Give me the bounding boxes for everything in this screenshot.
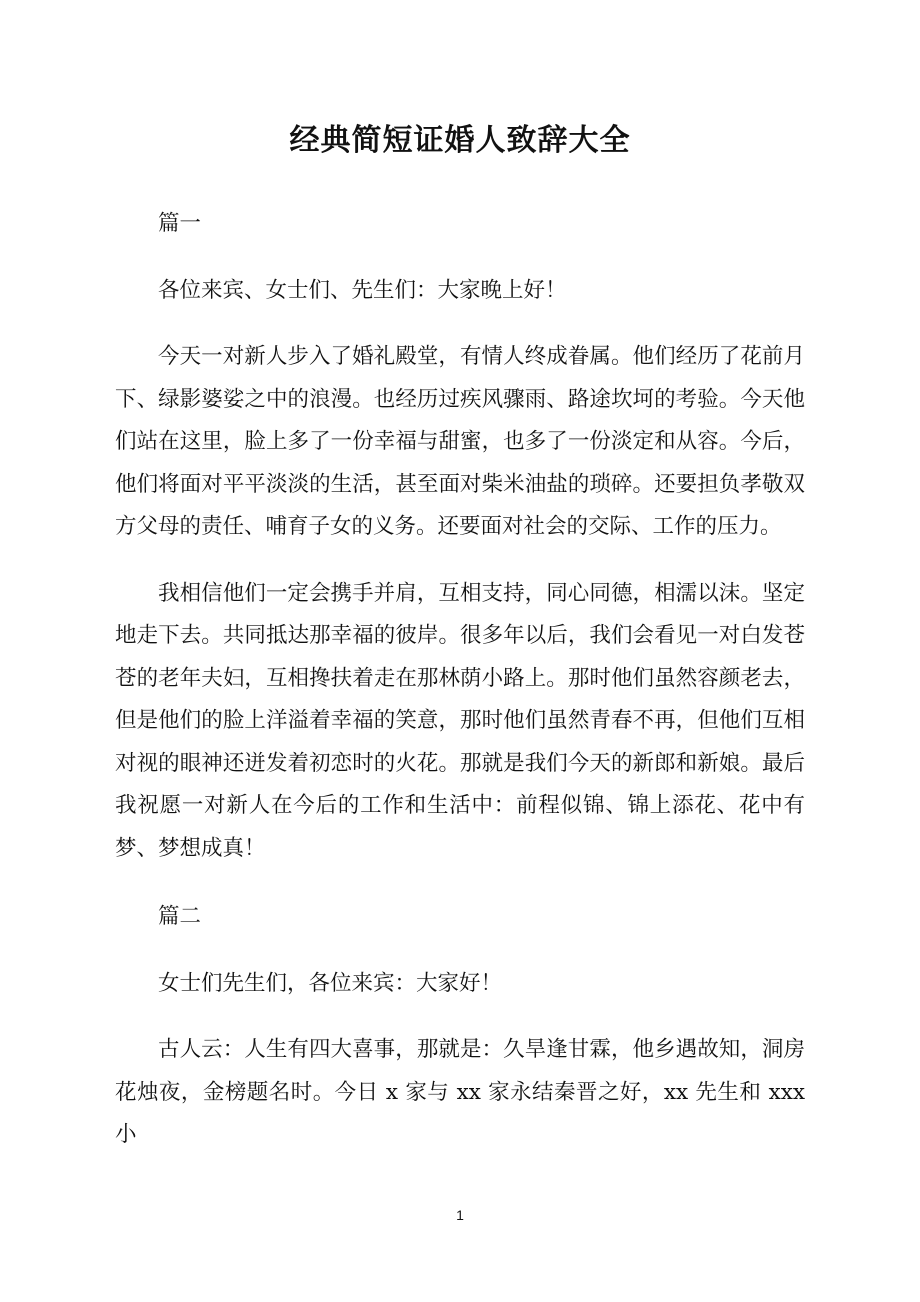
body-paragraph-3: 古人云：人生有四大喜事，那就是：久旱逢甘霖，他乡遇故知，洞房花烛夜，金榜题名时。今日 x 家与 xx 家永结秦晋之好，xx 先生和 xxx 小: [115, 1037, 805, 1147]
greeting-paragraph-1: 各位来宾、女士们、先生们：大家晚上好！: [158, 277, 567, 303]
document-body: [115, 203, 805, 1181]
body-paragraph-2: 我相信他们一定会携手并肩，互相支持，同心同德，相濡以沫。坚定地走下去。共同抵达那幸福的彼岸。很多年以后，我们会看见一对白发苍苍的老年夫妇，互相搀扶着走在那林荫小路上。那时他们虽然容颜老去，但是他们的脸上洋溢着幸福的笑意，那时他们虽然青春不再，但他们互相对视的眼神还迸发着初恋时的火花。那就是我们今天的新郎和新娘。最后我祝愿一对新人在今后的工作和生活中：前程似锦、锦上添花、花中有梦、梦想成真！: [115, 580, 805, 861]
section-heading-2: 篇二: [158, 904, 202, 929]
greeting-paragraph-2: 女士们先生们，各位来宾：大家好！: [158, 970, 503, 996]
body-paragraph-1: 今天一对新人步入了婚礼殿堂，有情人终成眷属。他们经历了花前月下、绿影婆娑之中的浪漫。也经历过疾风骤雨、路途坎坷的考验。今天他们站在这里，脸上多了一份幸福与甜蜜，也多了一份淡定和从容。今后，他们将面对平平淡淡的生活，甚至面对柴米油盐的琐碎。还要担负孝敬双方父母的责任、哺育子女的义务。还要面对社会的交际、工作的压力。: [115, 344, 805, 539]
page-number: 1: [456, 1207, 464, 1223]
section-heading-1: 篇一: [158, 211, 202, 236]
document-title: 经典简短证婚人致辞大全: [289, 123, 631, 158]
